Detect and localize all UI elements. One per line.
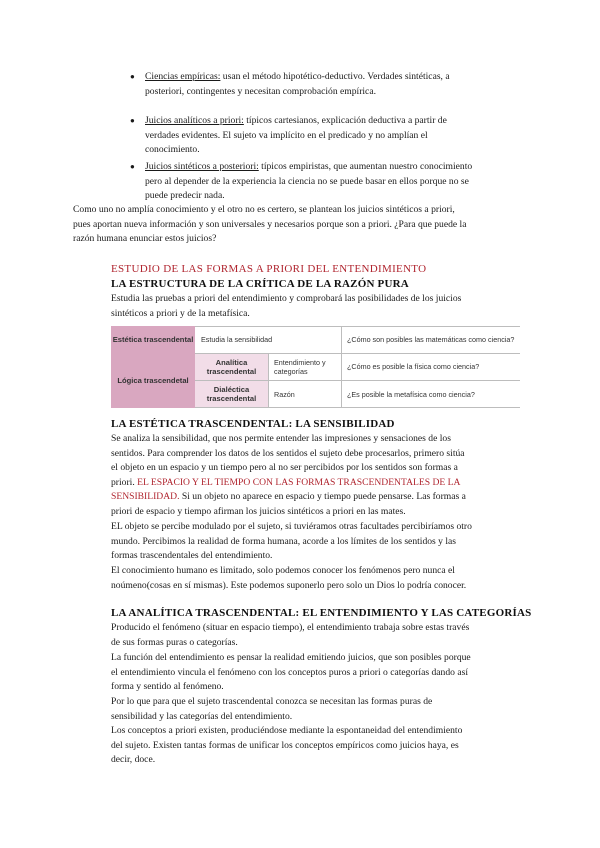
bullet-dot-icon: ●: [130, 116, 135, 125]
highlight-sensibilidad: SENSIBILIDAD.: [111, 491, 180, 503]
table-divider: [195, 407, 520, 408]
section-title: ESTUDIO DE LAS FORMAS A PRIORI DEL ENTENDIMIENTO: [111, 263, 427, 275]
estetica-paragraph-2: EL objeto se percibe modulado por el sujeto, si tuviéramos otras facultades percibiríamos otro mundo. Percibimos la realidad de forma humana, acorde a los límites de los sentidos y las formas trascendentales del entendimiento.: [111, 521, 472, 562]
estetica-paragraph-3: El conocimiento humano es limitado, solo podemos conocer los fenómenos pero nunca el noúmeno(cosas en sí mismas). Este podemos suponerlo pero solo un Dios lo podría conocer.: [111, 565, 467, 591]
bullet-term: Ciencias empíricas:: [145, 71, 221, 82]
analitica-paragraph-1: Producido el fenómeno (situar en espacio tiempo), el entendimiento trabaja sobre estas través de sus formas puras o categorías.: [111, 622, 470, 648]
highlight-espacio-tiempo: EL ESPACIO Y EL TIEMPO CON LAS FORMAS TRASCENDENTALES DE LA: [137, 476, 461, 488]
bullet-term: Juicios sintéticos a posteriori:: [145, 161, 259, 172]
cell-dialectica-desc: Razón: [274, 389, 295, 399]
analitica-paragraph-3: Por lo que para que el sujeto trascendental conozca se necesitan las formas puras de sensibilidad y las categorías del entendimiento.: [111, 696, 433, 722]
estructura-paragraph: Estudia las pruebas a priori del entendimiento y comprobará las posibilidades de los juicios sintéticos a priori y de la metafísica.: [111, 293, 462, 319]
bullet-term: Juicios analíticos a priori:: [145, 115, 244, 126]
cell-analitica-desc: Entendimiento y categorías: [274, 357, 326, 376]
table-divider: [268, 353, 269, 408]
estructura-heading: LA ESTRUCTURA DE LA CRÍTICA DE LA RAZÓN PURA: [111, 278, 409, 290]
table-divider: [195, 326, 520, 327]
table-divider: [341, 326, 342, 408]
cell-estetica-question: ¿Cómo son posibles las matemáticas como ciencia?: [347, 335, 515, 344]
cell-analitica-label: Analítica trascendental: [195, 353, 268, 380]
estetica-heading: LA ESTÉTICA TRASCENDENTAL: LA SENSIBILIDAD: [111, 418, 395, 430]
bullet-dot-icon: ●: [130, 72, 135, 81]
intro-paragraph: Como uno no amplía conocimiento y el otro no es certero, se plantean los juicios sintéticos a priori, pues aportan nueva información y son universales y necesarios porque son a priori. ¿Para que puede la razón humana enunciar estos juicios?: [73, 204, 467, 245]
table-divider: [195, 353, 520, 354]
cell-analitica-question: ¿Cómo es posible la física como ciencia?: [347, 362, 480, 371]
cell-dialectica-question: ¿Es posible la metafísica como ciencia?: [347, 389, 475, 399]
bullet-juicios-sinteticos: Juicios sintéticos a posteriori: típicos empiristas, que aumentan nuestro conocimiento pero al depender de la experiencia la ciencia no se puede basar en ellos porque no se puede predecir nada.: [145, 161, 473, 202]
analitica-paragraph-4: Los conceptos a priori existen, produciéndose mediante la espontaneidad del entendimiento del sujeto. Existen tantas formas de unificar los conceptos empíricos como juicios haya, es decir, doce.: [111, 725, 463, 766]
analitica-paragraph-2: La función del entendimiento es pensar la realidad emitiendo juicios, que son posibles porque el entendimiento vincula el fenómeno con los conceptos puros a priori o categorías dando así forma y sentido al fenómeno.: [111, 652, 471, 693]
bullet-ciencias-empiricas: Ciencias empíricas: usan el método hipotético-deductivo. Verdades sintéticas, a posteriori, contingentes y necesitan comprobación empírica.: [145, 71, 450, 97]
estetica-paragraph-1: Se analiza la sensibilidad, que nos permite entender las impresiones y sensaciones de los sentidos. Para comprender los datos de los sentidos el sujeto debe procesarlos, primero sitúa el objeto en un espacio y un tiempo pero al no ser percibidos por los sentidos son formas a priori. EL ESPACIO Y EL TIEMPO CON LAS FORMAS TRASCENDENTALES DE LA SENSIBILIDAD. Si un objeto no aparece en espacio y tiempo puede pensarse. Las formas a priori de espacio y tiempo afirman los juicios sintéticos a priori en las mates.: [111, 433, 466, 517]
cell-estetica-label: Estética trascendental: [111, 326, 195, 353]
cell-estetica-desc: Estudia la sensibilidad: [201, 335, 273, 344]
analitica-heading: LA ANALÍTICA TRASCENDENTAL: EL ENTENDIMIENTO Y LAS CATEGORÍAS: [111, 607, 532, 619]
cell-dialectica-label: Dialéctica trascendental: [195, 380, 268, 408]
table-divider: [195, 380, 520, 381]
cell-logica-label: Lógica trascendetal: [111, 353, 195, 408]
bullet-juicios-analiticos: Juicios analíticos a priori: típicos cartesianos, explicación deductiva a partir de verdades evidentes. El sujeto va implícito en el predicado y no amplían el conocimiento.: [145, 115, 447, 156]
critica-structure-table: [111, 326, 520, 408]
bullet-dot-icon: ●: [130, 162, 135, 171]
